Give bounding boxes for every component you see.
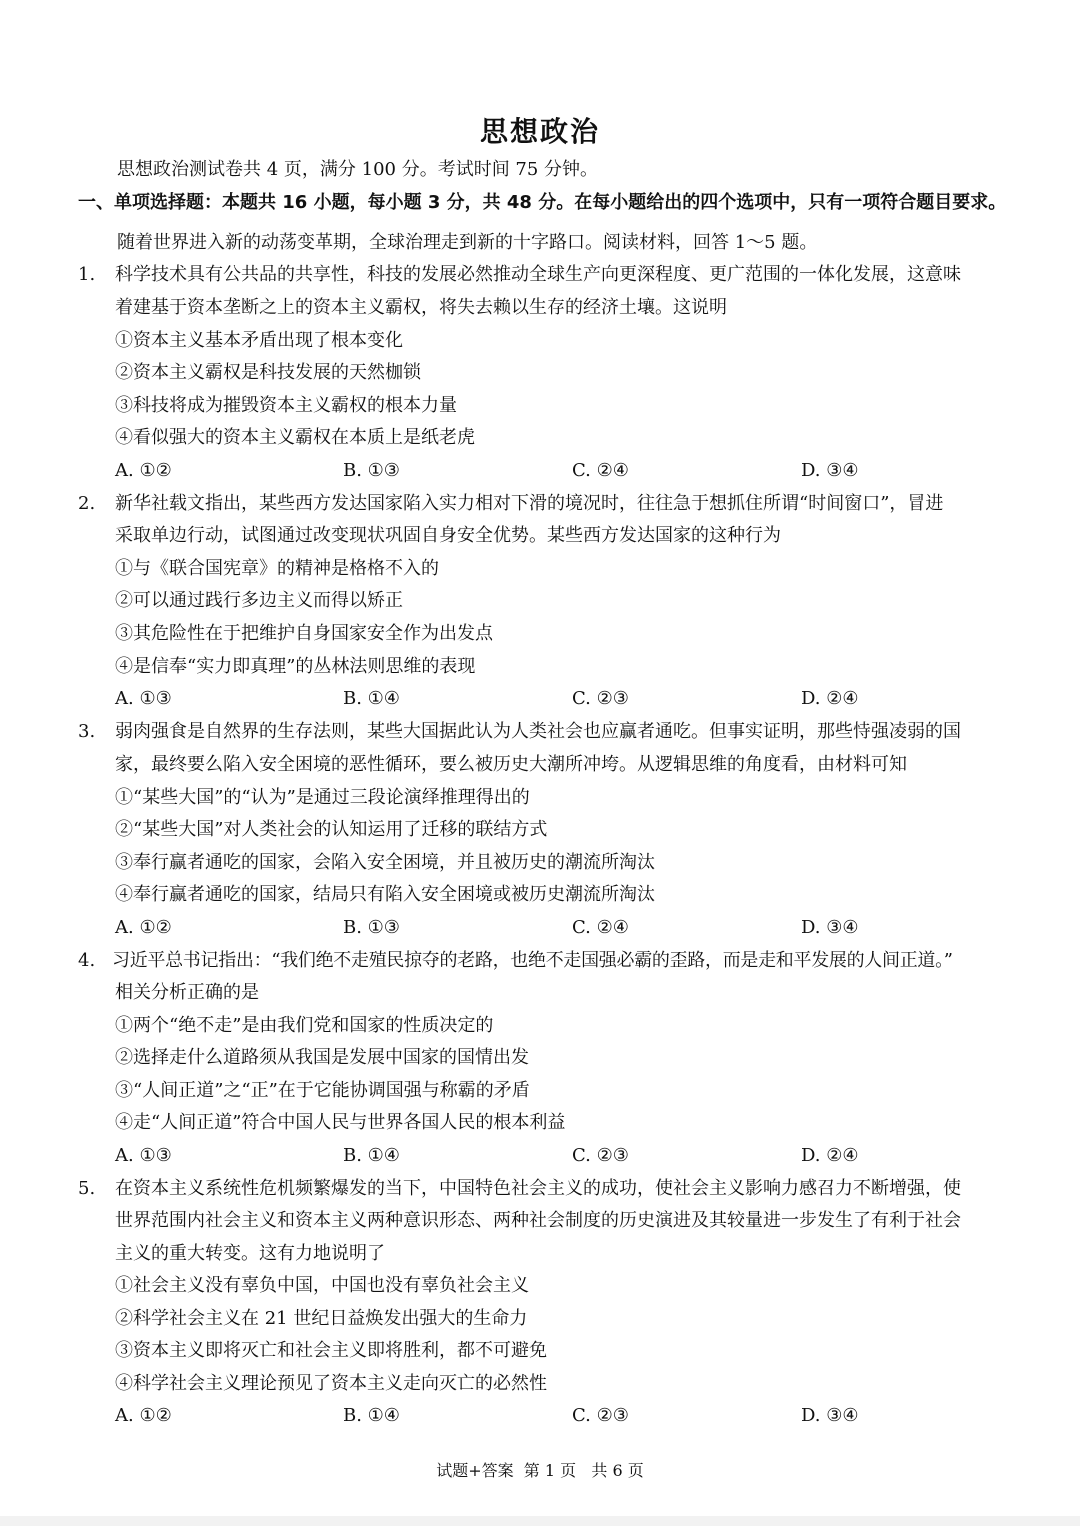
page-footer: 试题+答案 第 1 页 共 6 页 [436,1461,644,1480]
question-number: 4. [78,950,96,971]
statement-item: ①资本主义基本矛盾出现了根本变化 [115,330,403,351]
option-c: C. ②③ [572,688,629,709]
material-text: 随着世界进入新的动荡变革期，全球治理走到新的十字路口。阅读材料，回答 1～5 题。 [117,232,818,253]
page-edge [0,1516,1080,1526]
option-a: A. ①② [115,460,172,481]
statement-item: ②资本主义霸权是科技发展的天然枷锁 [115,362,421,383]
statement-item: ②科学社会主义在 21 世纪日益焕发出强大的生命力 [115,1308,528,1329]
statement-item: ④科学社会主义理论预见了资本主义走向灭亡的必然性 [115,1373,547,1394]
option-c: C. ②③ [572,1145,629,1166]
option-d: D. ②④ [801,1145,859,1166]
option-a: A. ①② [115,917,172,938]
option-a: A. ①② [115,1405,172,1426]
question-stem-line: 相关分析正确的是 [115,982,259,1003]
question-number: 5. [78,1178,96,1199]
statement-item: ③资本主义即将灭亡和社会主义即将胜利，都不可避免 [115,1340,547,1361]
question-stem-line: 新华社载文指出，某些西方发达国家陷入实力相对下滑的境况时，往往急于想抓住所谓“时间窗口”，冒进 [115,493,944,514]
statement-item: ③其危险性在于把维护自身国家安全作为出发点 [115,623,493,644]
option-b: B. ①④ [343,688,400,709]
statement-item: ②可以通过践行多边主义而得以矫正 [115,590,403,611]
statement-item: ④走“人间正道”符合中国人民与世界各国人民的根本利益 [115,1112,566,1133]
option-b: B. ①③ [343,460,400,481]
intro-text: 思想政治测试卷共 4 页，满分 100 分。考试时间 75 分钟。 [117,159,599,180]
statement-item: ③奉行赢者通吃的国家，会陷入安全困境，并且被历史的潮流所淘汰 [115,852,655,873]
question-stem-line: 着建基于资本垄断之上的资本主义霸权，将失去赖以生存的经济土壤。这说明 [115,297,727,318]
statement-item: ①社会主义没有辜负中国，中国也没有辜负社会主义 [115,1275,529,1296]
statement-item: ①与《联合国宪章》的精神是格格不入的 [115,558,439,579]
option-a: A. ①③ [115,688,172,709]
statement-item: ②选择走什么道路须从我国是发展中国家的国情出发 [115,1047,529,1068]
option-d: D. ②④ [801,688,859,709]
question-stem-line: 在资本主义系统性危机频繁爆发的当下，中国特色社会主义的成功，使社会主义影响力感召力不断增强，使 [115,1178,961,1199]
option-d: D. ③④ [801,1405,859,1426]
question-stem-line: 世界范围内社会主义和资本主义两种意识形态、两种社会制度的历史演进及其较量进一步发生了有利于社会 [115,1210,961,1231]
option-c: C. ②④ [572,460,629,481]
question-number: 3. [78,721,96,742]
question-stem-line: 采取单边行动，试图通过改变现状巩固自身安全优势。某些西方发达国家的这种行为 [115,525,781,546]
statement-item: ④看似强大的资本主义霸权在本质上是纸老虎 [115,427,475,448]
question-number: 1. [78,264,96,285]
option-b: B. ①③ [343,917,400,938]
statement-item: ①“某些大国”的“认为”是通过三段论演绎推理得出的 [115,787,530,808]
question-stem-line: 家，最终要么陷入安全困境的恶性循环，要么被历史大潮所冲垮。从逻辑思维的角度看，由材料可知 [115,754,907,775]
statement-item: ③科技将成为摧毁资本主义霸权的根本力量 [115,395,457,416]
option-d: D. ③④ [801,917,859,938]
question-stem-line: 弱肉强食是自然界的生存法则，某些大国据此认为人类社会也应赢者通吃。但事实证明，那些恃强凌弱的国 [115,721,961,742]
question-number: 2. [78,493,96,514]
statement-item: ④是信奉“实力即真理”的丛林法则思维的表现 [115,656,476,677]
question-stem-line: 主义的重大转变。这有力地说明了 [115,1243,385,1264]
section-heading: 一、单项选择题：本题共 16 小题，每小题 3 分，共 48 分。在每小题给出的四个选项中，只有一项符合题目要求。 [78,192,1007,213]
statement-item: ②“某些大国”对人类社会的认知运用了迁移的联结方式 [115,819,548,840]
page-title: 思想政治 [479,115,600,148]
question-stem-line: 习近平总书记指出：“我们绝不走殖民掠夺的老路，也绝不走国强必霸的歪路，而是走和平发展的人间正道。” [112,950,953,971]
option-a: A. ①③ [115,1145,172,1166]
option-b: B. ①④ [343,1145,400,1166]
statement-item: ③“人间正道”之“正”在于它能协调国强与称霸的矛盾 [115,1080,530,1101]
statement-item: ④奉行赢者通吃的国家，结局只有陷入安全困境或被历史潮流所淘汰 [115,884,655,905]
question-stem-line: 科学技术具有公共品的共享性，科技的发展必然推动全球生产向更深程度、更广范围的一体化发展，这意味 [115,264,961,285]
option-c: C. ②④ [572,917,629,938]
statement-item: ①两个“绝不走”是由我们党和国家的性质决定的 [115,1015,494,1036]
option-d: D. ③④ [801,460,859,481]
option-c: C. ②③ [572,1405,629,1426]
option-b: B. ①④ [343,1405,400,1426]
